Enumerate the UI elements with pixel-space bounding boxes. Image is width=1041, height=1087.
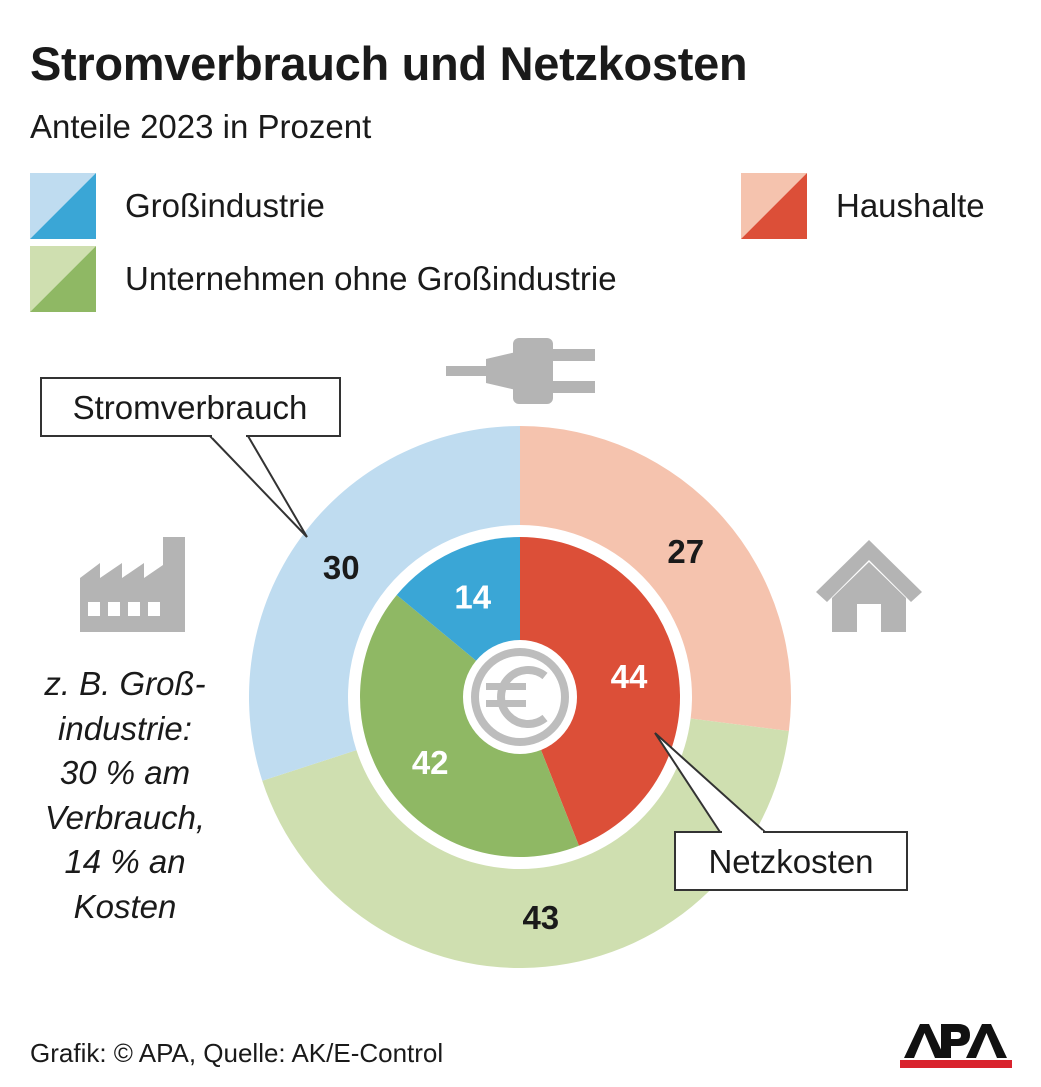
inner-value-label-unternehmen-ohne-grossindustrie: 42 [411, 744, 449, 782]
legend-label-haushalte: Haushalte [836, 187, 985, 224]
legend-label-unternehmen: Unternehmen ohne Großindustrie [125, 260, 617, 297]
apa-logo [900, 1020, 1012, 1068]
chart-subtitle: Anteile 2023 in Prozent [30, 108, 372, 145]
note-line: Verbrauch, [44, 798, 206, 836]
factory-icon [80, 537, 185, 632]
source-credit: Grafik: © APA, Quelle: AK/E-Control [30, 1038, 444, 1068]
inner-value-label-haushalte: 44 [610, 658, 648, 696]
outer-value-label-unternehmen-ohne-grossindustrie: 43 [522, 899, 560, 937]
callout-stromverbrauch [41, 378, 340, 537]
callout-label-stromverbrauch: Stromverbrauch [72, 389, 308, 426]
callout-label-netzkosten: Netzkosten [708, 843, 874, 880]
note-line: industrie: [58, 709, 192, 747]
inner-value-label-grossindustrie: 14 [454, 578, 492, 616]
plug-icon [446, 338, 595, 404]
note-line: 30 % am [59, 754, 191, 791]
legend-label-grossindustrie: Großindustrie [125, 187, 325, 224]
outer-value-label-haushalte: 27 [667, 532, 705, 570]
euro-icon [463, 640, 577, 754]
outer-value-label-grossindustrie: 30 [322, 549, 360, 587]
annotation-note [18, 662, 232, 929]
note-line: Kosten [73, 887, 177, 925]
note-line: z. B. Groß- [44, 665, 206, 702]
note-line: 14 % an [64, 843, 186, 880]
chart-title: Stromverbrauch und Netzkosten [30, 37, 748, 90]
house-icon [816, 540, 922, 632]
